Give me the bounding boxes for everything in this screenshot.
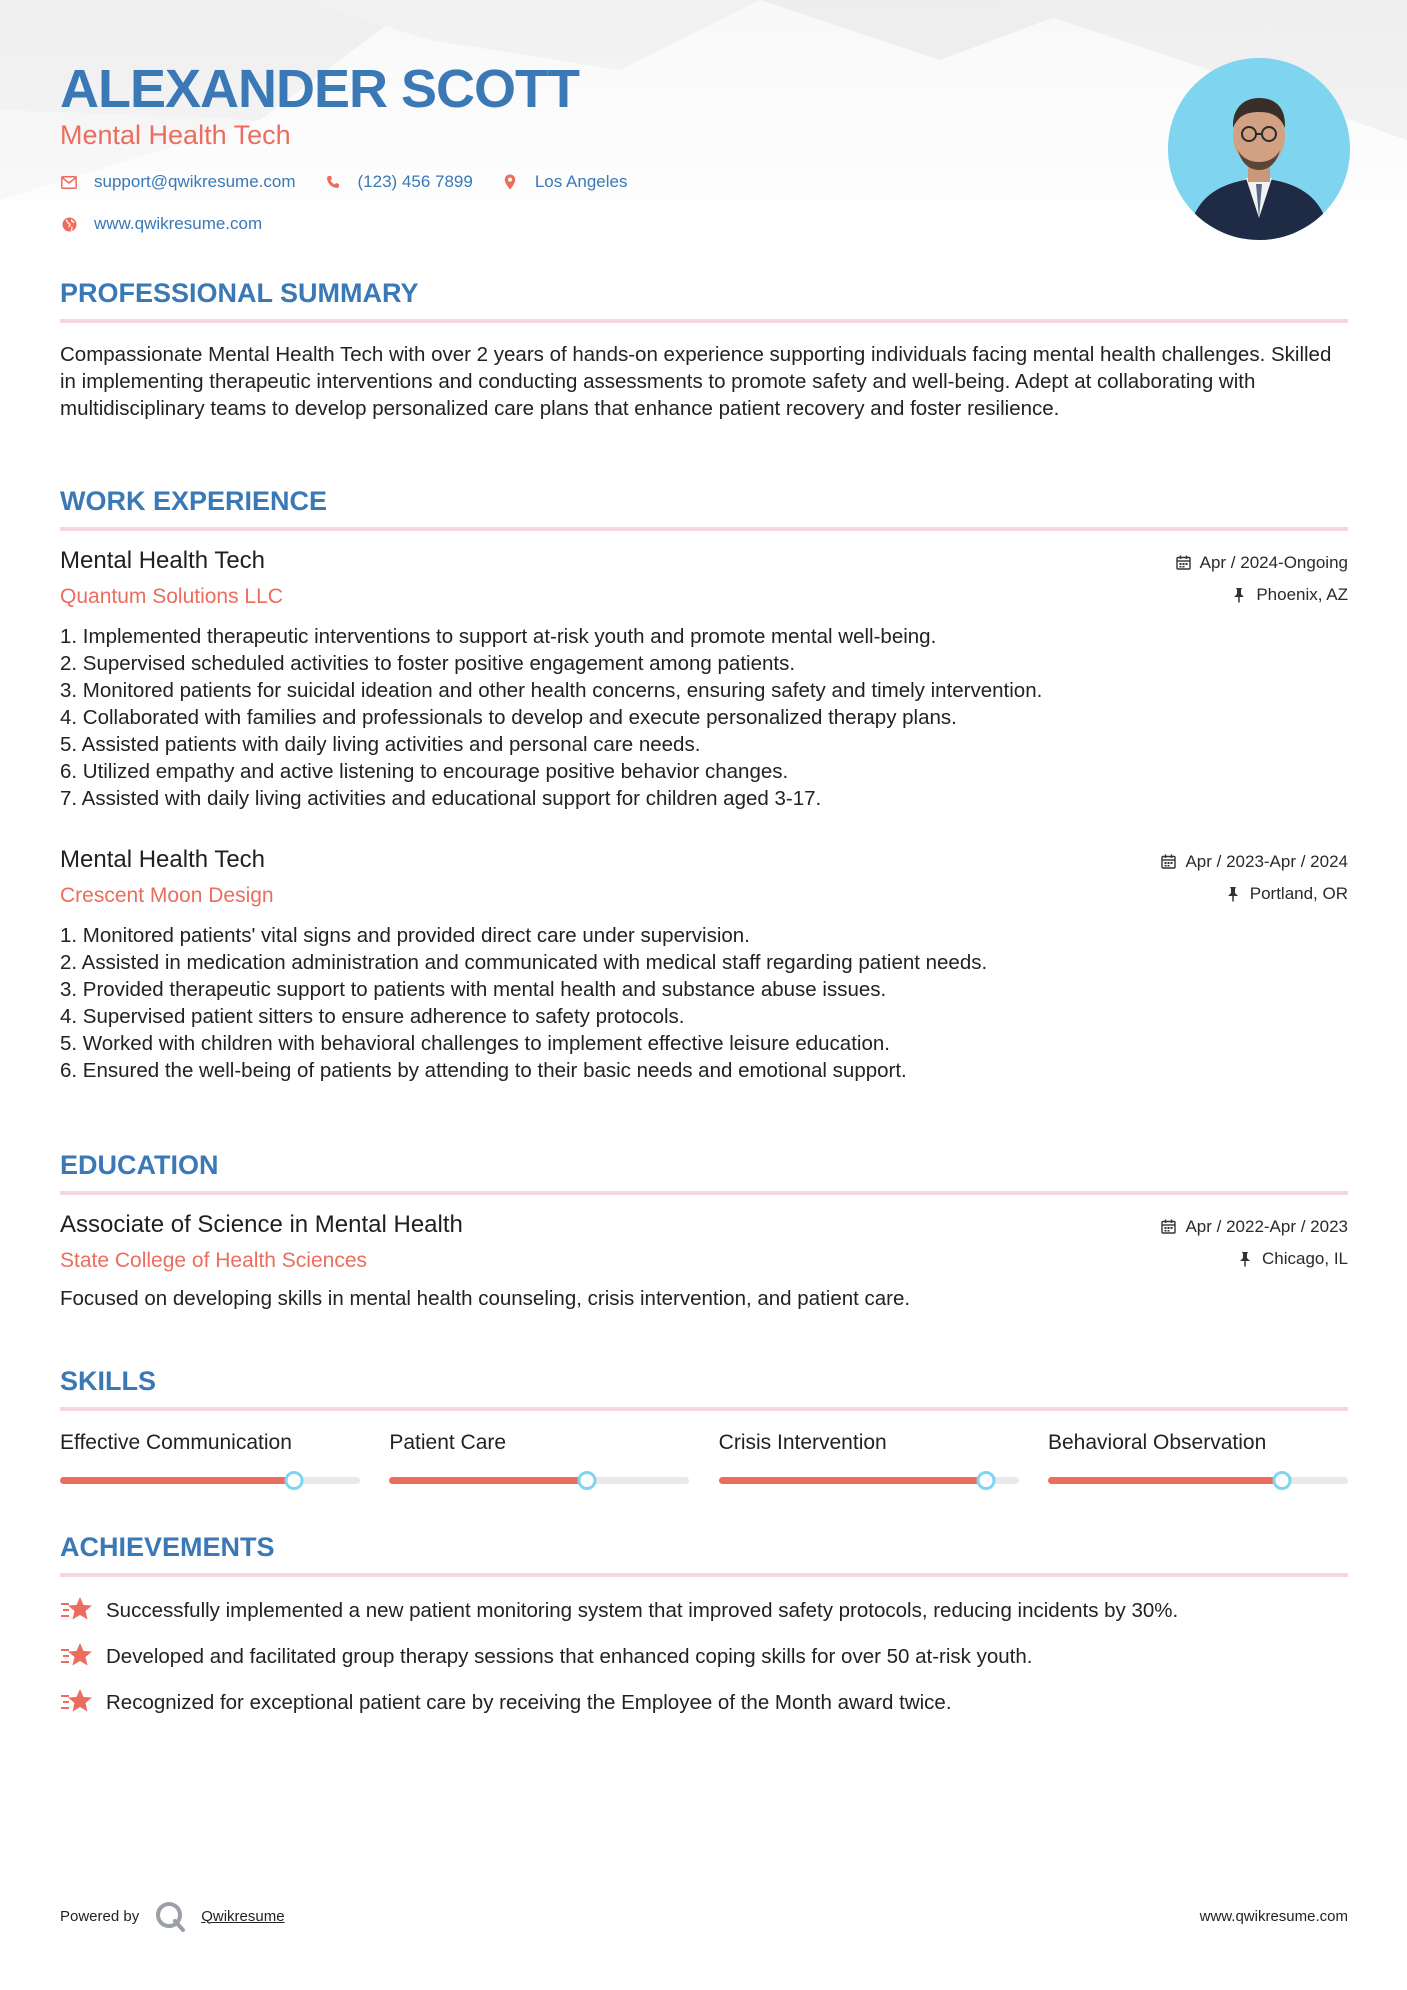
globe-icon: [60, 215, 78, 233]
education-entry: [60, 1211, 1348, 1312]
job-date: [1161, 852, 1348, 872]
skill-bar-knob: [578, 1471, 597, 1490]
education-location: [1238, 1249, 1348, 1269]
education-description: Focused on developing skills in mental health counseling, crisis intervention, and patient care.: [60, 1287, 911, 1310]
calendar-icon: [1176, 555, 1192, 571]
job-entry: [60, 846, 1348, 1084]
degree-title: Associate of Science in Mental Health: [60, 1211, 463, 1238]
job-company: Quantum Solutions LLC: [60, 585, 283, 608]
job-bullets: [60, 623, 1348, 812]
location-text: Los Angeles: [534, 172, 628, 191]
contact-row-website: [60, 214, 290, 234]
job-location-text: Phoenix, AZ: [1256, 585, 1348, 604]
job-location-text: Portland, OR: [1249, 884, 1348, 903]
education-section: [60, 1150, 1348, 1312]
list-item: 2. Assisted in medication administration and communicated with medical staff regarding patient needs.: [60, 951, 988, 974]
education-location-text: Chicago, IL: [1262, 1249, 1348, 1268]
skill-name: Behavioral Observation: [1047, 1431, 1267, 1454]
list-item: 4. Supervised patient sitters to ensure adherence to safety protocols.: [60, 1005, 685, 1028]
job-title: Mental Health Tech: [60, 846, 266, 873]
footer-website[interactable]: www.qwikresume.com: [1199, 1907, 1348, 1925]
achievement-item: [60, 1643, 1348, 1671]
powered-by: [60, 1899, 285, 1933]
resume-content: [60, 0, 1348, 1714]
professional-summary-section: [60, 278, 1348, 422]
profile-photo: [1168, 58, 1350, 240]
calendar-icon: [1161, 1219, 1177, 1235]
calendar-icon: [1161, 854, 1177, 870]
pushpin-icon: [1238, 1251, 1254, 1267]
list-item: 1. Monitored patients' vital signs and provided direct care under supervision.: [60, 924, 750, 947]
skill-item: [719, 1431, 1019, 1484]
achievements-section: [60, 1532, 1348, 1717]
work-experience-section: [60, 486, 1348, 1084]
list-item: 7. Assisted with daily living activities and educational support for children aged 3-17.: [60, 787, 822, 810]
achievement-item: [60, 1597, 1348, 1625]
section-title: ACHIEVEMENTS: [60, 1532, 1348, 1577]
section-title: PROFESSIONAL SUMMARY: [60, 278, 1348, 323]
skill-bar: [719, 1477, 1019, 1484]
skill-bar-knob: [285, 1471, 304, 1490]
skill-bar-knob: [1272, 1471, 1291, 1490]
candidate-role: Mental Health Tech: [60, 120, 291, 150]
summary-text: Compassionate Mental Health Tech with over 2 years of hands-on experience supporting individuals facing mental health challenges. Skilled in implementing therapeutic interventions and conducting assessments to promote safety and well-being. Adept at collaborating with multidisciplinary teams to develop personalized care plans that enhance patient recovery and foster resilience.: [60, 343, 1332, 420]
education-date: [1161, 1217, 1348, 1237]
job-date: [1176, 553, 1348, 573]
school-name: State College of Health Sciences: [60, 1249, 368, 1272]
section-title: EDUCATION: [60, 1150, 1348, 1195]
list-item: 3. Provided therapeutic support to patients with mental health and substance abuse issues.: [60, 978, 887, 1001]
skill-bar-fill: [389, 1477, 587, 1484]
footer: [60, 1896, 1348, 1936]
job-bullets: [60, 922, 1348, 1084]
qwikresume-logo-icon: [153, 1899, 187, 1933]
education-date-text: Apr / 2022-Apr / 2023: [1185, 1217, 1348, 1236]
job-entry: [60, 547, 1348, 812]
email-text: support@qwikresume.com: [94, 172, 296, 191]
skills-section: [60, 1366, 1348, 1484]
header: [60, 0, 1348, 250]
map-pin-icon: [501, 173, 519, 191]
skill-name: Patient Care: [389, 1431, 507, 1454]
contact-website[interactable]: [60, 214, 262, 234]
job-location: [1226, 884, 1348, 904]
skill-bar-fill: [1048, 1477, 1282, 1484]
job-date-text: Apr / 2024-Ongoing: [1199, 553, 1348, 572]
pushpin-icon: [1226, 886, 1242, 902]
job-date-text: Apr / 2023-Apr / 2024: [1185, 852, 1348, 871]
achievement-text: Successfully implemented a new patient monitoring system that improved safety protocols, reducing incidents by 30%.: [106, 1599, 1179, 1622]
star-award-icon: [60, 1641, 94, 1671]
skill-bar: [1048, 1477, 1348, 1484]
achievement-item: [60, 1689, 1348, 1717]
website-text: www.qwikresume.com: [94, 214, 263, 233]
skill-item: [60, 1431, 360, 1484]
skills-list: [60, 1431, 1348, 1484]
contact-phone[interactable]: [324, 172, 473, 192]
candidate-name: ALEXANDER SCOTT: [60, 59, 580, 119]
skill-bar-fill: [719, 1477, 986, 1484]
brand-link[interactable]: Qwikresume: [201, 1907, 285, 1925]
job-company: Crescent Moon Design: [60, 884, 274, 907]
skill-bar: [60, 1477, 360, 1484]
list-item: 6. Utilized empathy and active listening to encourage positive behavior changes.: [60, 760, 789, 783]
list-item: 6. Ensured the well-being of patients by attending to their basic needs and emotional support.: [60, 1059, 907, 1082]
job-location: [1232, 585, 1348, 605]
achievement-text: Recognized for exceptional patient care by receiving the Employee of the Month award twice.: [106, 1691, 952, 1714]
contact-row: [60, 172, 655, 192]
skill-item: [1048, 1431, 1348, 1484]
list-item: 5. Assisted patients with daily living activities and personal care needs.: [60, 733, 701, 756]
powered-by-label: Powered by: [60, 1907, 140, 1925]
envelope-icon: [60, 173, 78, 191]
skill-bar-fill: [60, 1477, 294, 1484]
list-item: 4. Collaborated with families and professionals to develop and execute personalized therapy plans.: [60, 706, 957, 729]
section-title: WORK EXPERIENCE: [60, 486, 1348, 531]
phone-text: (123) 456 7899: [357, 172, 473, 191]
list-item: 2. Supervised scheduled activities to foster positive engagement among patients.: [60, 652, 796, 675]
skill-item: [389, 1431, 689, 1484]
contact-email[interactable]: [60, 172, 296, 192]
list-item: 5. Worked with children with behavioral challenges to implement effective leisure education.: [60, 1032, 890, 1055]
skill-bar-knob: [976, 1471, 995, 1490]
section-title: SKILLS: [60, 1366, 1348, 1411]
achievement-text: Developed and facilitated group therapy sessions that enhanced coping skills for over 50 at-risk youth.: [106, 1645, 1033, 1668]
person-portrait-icon: [1168, 58, 1350, 240]
skill-name: Crisis Intervention: [718, 1431, 887, 1454]
phone-icon: [324, 173, 342, 191]
contact-location: [501, 172, 628, 192]
list-item: 1. Implemented therapeutic interventions to support at-risk youth and promote mental well-being.: [60, 625, 937, 648]
job-title: Mental Health Tech: [60, 547, 266, 574]
star-award-icon: [60, 1687, 94, 1717]
pushpin-icon: [1232, 587, 1248, 603]
skill-bar: [389, 1477, 689, 1484]
skill-name: Effective Communication: [60, 1431, 292, 1454]
list-item: 3. Monitored patients for suicidal ideation and other health concerns, ensuring safety and timely intervention.: [60, 679, 1043, 702]
star-award-icon: [60, 1595, 94, 1625]
